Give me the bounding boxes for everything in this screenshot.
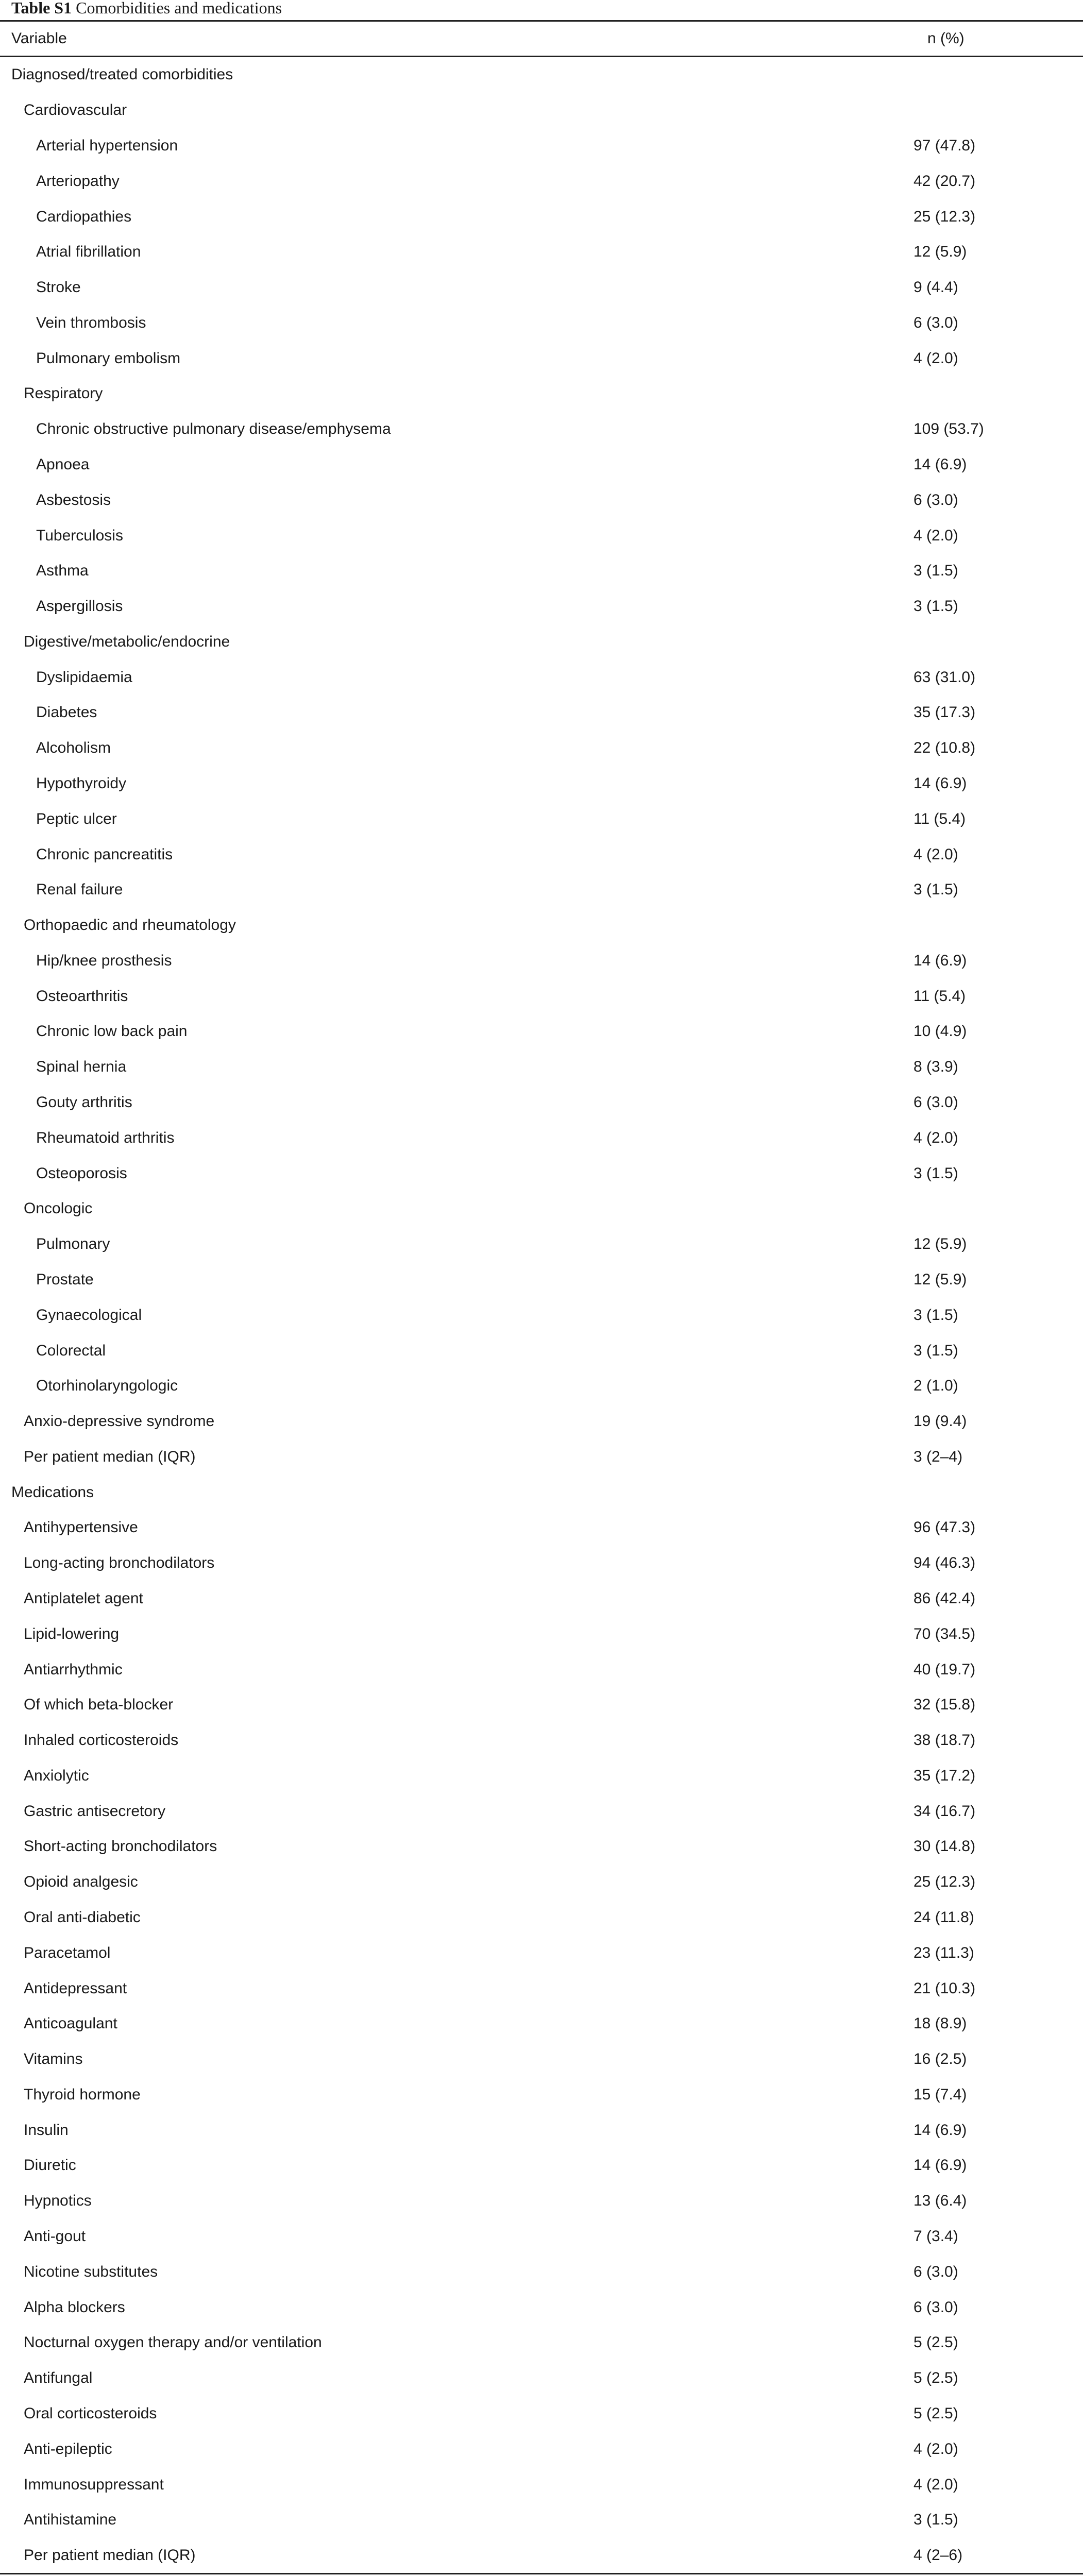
row-n-percent: 16 (2.5)	[913, 2050, 967, 2068]
section-header-row	[0, 624, 1083, 660]
row-variable: Per patient median (IQR)	[24, 1448, 196, 1465]
row-n-percent: 3 (1.5)	[913, 2511, 958, 2529]
row-variable: Prostate	[36, 1270, 94, 1288]
row-variable: Hip/knee prosthesis	[36, 952, 172, 969]
row-n-percent: 3 (1.5)	[913, 562, 958, 580]
row-variable: Alpha blockers	[24, 2298, 125, 2316]
row-n-percent: 5 (2.5)	[913, 2404, 958, 2422]
row-n-percent: 7 (3.4)	[913, 2228, 958, 2245]
row-n-percent: 3 (2–4)	[913, 1448, 963, 1465]
table-row	[0, 872, 1083, 908]
row-variable: Immunosuppressant	[24, 2476, 164, 2493]
row-n-percent: 14 (6.9)	[913, 775, 967, 792]
table-row	[0, 1900, 1083, 1936]
row-variable: Vein thrombosis	[36, 314, 146, 331]
section-header-row	[0, 57, 1083, 93]
table-row	[0, 2431, 1083, 2467]
table-bottom-rule	[0, 2573, 1083, 2574]
table-row	[0, 978, 1083, 1014]
row-n-percent: 6 (3.0)	[913, 2263, 958, 2280]
row-n-percent: 4 (2.0)	[913, 2476, 958, 2493]
table-row	[0, 412, 1083, 447]
table-row	[0, 1687, 1083, 1723]
row-variable: Chronic low back pain	[36, 1023, 188, 1040]
header-variable: Variable	[11, 30, 67, 47]
row-variable: Antiplatelet agent	[24, 1589, 143, 1607]
row-n-percent: 4 (2.0)	[913, 349, 958, 367]
row-variable: Inhaled corticosteroids	[24, 1732, 179, 1749]
table-row	[0, 2361, 1083, 2396]
row-variable: Alcoholism	[36, 739, 111, 757]
row-variable: Osteoarthritis	[36, 987, 128, 1005]
section-header-row	[0, 93, 1083, 128]
table-row	[0, 1297, 1083, 1333]
table-row	[0, 2112, 1083, 2148]
table-caption-label: Table S1	[11, 0, 72, 17]
table-row	[0, 518, 1083, 553]
row-variable: Stroke	[36, 279, 81, 296]
row-variable: Arteriopathy	[36, 172, 120, 190]
table-row	[0, 1262, 1083, 1298]
row-variable: Atrial fibrillation	[36, 243, 141, 261]
table-row	[0, 2183, 1083, 2219]
row-variable: Aspergillosis	[36, 598, 123, 615]
table-row	[0, 1581, 1083, 1617]
row-variable: Otorhinolaryngologic	[36, 1377, 178, 1395]
row-n-percent: 12 (5.9)	[913, 1270, 967, 1288]
table-row	[0, 270, 1083, 306]
row-variable: Antifungal	[24, 2369, 93, 2387]
table-row	[0, 305, 1083, 341]
row-n-percent: 8 (3.9)	[913, 1058, 958, 1076]
row-variable: Diabetes	[36, 704, 97, 721]
row-variable: Diuretic	[24, 2157, 76, 2174]
row-variable: Osteoporosis	[36, 1164, 127, 1182]
table-row	[0, 2219, 1083, 2255]
table-row	[0, 199, 1083, 234]
row-variable: Anti-epileptic	[24, 2440, 112, 2458]
row-variable: Cardiovascular	[24, 101, 127, 119]
row-n-percent: 34 (16.7)	[913, 1802, 976, 1820]
row-n-percent: 5 (2.5)	[913, 2369, 958, 2387]
row-n-percent: 11 (5.4)	[913, 810, 966, 827]
row-n-percent: 38 (18.7)	[913, 1732, 976, 1749]
row-variable: Respiratory	[24, 385, 103, 402]
row-n-percent: 4 (2.0)	[913, 2440, 958, 2458]
row-n-percent: 35 (17.2)	[913, 1767, 976, 1784]
table-row	[0, 1758, 1083, 1794]
row-variable: Per patient median (IQR)	[24, 2547, 196, 2564]
row-variable: Gouty arthritis	[36, 1094, 132, 1111]
table-caption-text: Comorbidities and medications	[76, 0, 282, 17]
row-variable: Paracetamol	[24, 1944, 111, 1961]
section-header-row	[0, 1475, 1083, 1510]
table-row	[0, 447, 1083, 483]
row-variable: Chronic obstructive pulmonary disease/emphysema	[36, 420, 391, 438]
row-variable: Antihypertensive	[24, 1519, 138, 1536]
row-variable: Antiarrhythmic	[24, 1660, 123, 1678]
table-row	[0, 1368, 1083, 1404]
row-variable: Dyslipidaemia	[36, 668, 132, 686]
row-variable: Apnoea	[36, 455, 90, 473]
row-variable: Hypothyroidy	[36, 775, 127, 792]
row-n-percent: 13 (6.4)	[913, 2192, 967, 2210]
row-variable: Opioid analgesic	[24, 1873, 138, 1891]
row-n-percent: 40 (19.7)	[913, 1660, 976, 1678]
row-variable: Anxiolytic	[24, 1767, 89, 1784]
row-n-percent: 11 (5.4)	[913, 987, 966, 1005]
row-variable: Long-acting bronchodilators	[24, 1554, 215, 1572]
table-row	[0, 1865, 1083, 1900]
table-row	[0, 2254, 1083, 2290]
row-n-percent: 12 (5.9)	[913, 1235, 967, 1253]
row-n-percent: 97 (47.8)	[913, 137, 976, 154]
row-variable: Diagnosed/treated comorbidities	[11, 66, 233, 83]
table-row	[0, 1616, 1083, 1652]
table-row	[0, 2290, 1083, 2325]
table-header	[0, 22, 1083, 56]
table-row	[0, 695, 1083, 731]
row-n-percent: 94 (46.3)	[913, 1554, 976, 1572]
table-row	[0, 943, 1083, 979]
table-row	[0, 1793, 1083, 1829]
row-n-percent: 86 (42.4)	[913, 1589, 976, 1607]
row-variable: Spinal hernia	[36, 1058, 127, 1076]
table-row	[0, 1227, 1083, 1262]
table-row	[0, 659, 1083, 695]
row-n-percent: 96 (47.3)	[913, 1519, 976, 1536]
table-row	[0, 766, 1083, 802]
section-header-row	[0, 908, 1083, 943]
row-n-percent: 3 (1.5)	[913, 881, 958, 899]
table-row	[0, 1404, 1083, 1439]
table-body	[0, 57, 1083, 2573]
row-n-percent: 3 (1.5)	[913, 1342, 958, 1359]
row-variable: Antidepressant	[24, 1979, 127, 1997]
row-variable: Anticoagulant	[24, 2015, 117, 2032]
row-n-percent: 4 (2.0)	[913, 845, 958, 863]
row-variable: Renal failure	[36, 881, 123, 899]
row-variable: Hypnotics	[24, 2192, 92, 2210]
row-n-percent: 4 (2.0)	[913, 527, 958, 544]
table-row	[0, 553, 1083, 589]
row-n-percent: 14 (6.9)	[913, 455, 967, 473]
row-variable: Nicotine substitutes	[24, 2263, 158, 2280]
row-n-percent: 6 (3.0)	[913, 1094, 958, 1111]
row-n-percent: 6 (3.0)	[913, 314, 958, 331]
row-n-percent: 6 (3.0)	[913, 2298, 958, 2316]
table-row	[0, 1829, 1083, 1865]
row-variable: Gynaecological	[36, 1306, 142, 1324]
table-row	[0, 2077, 1083, 2113]
section-header-row	[0, 376, 1083, 412]
table-row	[0, 2538, 1083, 2573]
row-n-percent: 10 (4.9)	[913, 1023, 967, 1040]
row-n-percent: 21 (10.3)	[913, 1979, 976, 1997]
header-n-percent: n (%)	[927, 30, 964, 47]
row-variable: Orthopaedic and rheumatology	[24, 917, 236, 934]
row-variable: Vitamins	[24, 2050, 83, 2068]
row-variable: Arterial hypertension	[36, 137, 178, 154]
row-n-percent: 14 (6.9)	[913, 2157, 967, 2174]
table-row	[0, 1049, 1083, 1085]
row-n-percent: 35 (17.3)	[913, 704, 976, 721]
row-variable: Asbestosis	[36, 491, 111, 509]
row-variable: Anti-gout	[24, 2228, 86, 2245]
table-row	[0, 589, 1083, 624]
table-row	[0, 801, 1083, 837]
table-row	[0, 1120, 1083, 1156]
table-row	[0, 731, 1083, 766]
row-n-percent: 22 (10.8)	[913, 739, 976, 757]
table-row	[0, 2467, 1083, 2502]
row-variable: Cardiopathies	[36, 208, 132, 225]
row-variable: Gastric antisecretory	[24, 1802, 166, 1820]
table-row	[0, 128, 1083, 164]
table-row	[0, 1333, 1083, 1368]
table-row	[0, 2502, 1083, 2538]
row-variable: Short-acting bronchodilators	[24, 1838, 217, 1855]
row-variable: Nocturnal oxygen therapy and/or ventilation	[24, 2334, 322, 2351]
section-header-row	[0, 1191, 1083, 1227]
row-variable: Antihistamine	[24, 2511, 117, 2529]
row-variable: Asthma	[36, 562, 89, 580]
row-n-percent: 9 (4.4)	[913, 279, 958, 296]
row-n-percent: 4 (2–6)	[913, 2547, 963, 2564]
row-n-percent: 24 (11.8)	[913, 1909, 974, 1926]
row-n-percent: 3 (1.5)	[913, 1164, 958, 1182]
row-variable: Oncologic	[24, 1200, 93, 1217]
row-variable: Colorectal	[36, 1342, 106, 1359]
row-variable: Insulin	[24, 2121, 69, 2139]
row-n-percent: 14 (6.9)	[913, 952, 967, 969]
row-variable: Of which beta-blocker	[24, 1696, 174, 1714]
table-row	[0, 1723, 1083, 1758]
row-variable: Oral anti-diabetic	[24, 1909, 141, 1926]
row-n-percent: 42 (20.7)	[913, 172, 976, 190]
table-row	[0, 1510, 1083, 1546]
row-variable: Medications	[11, 1483, 94, 1501]
row-n-percent: 6 (3.0)	[913, 491, 958, 509]
row-n-percent: 12 (5.9)	[913, 243, 967, 261]
row-variable: Oral corticosteroids	[24, 2404, 157, 2422]
row-n-percent: 23 (11.3)	[913, 1944, 974, 1961]
row-variable: Pulmonary	[36, 1235, 110, 1253]
row-variable: Thyroid hormone	[24, 2086, 141, 2103]
row-n-percent: 3 (1.5)	[913, 598, 958, 615]
row-n-percent: 3 (1.5)	[913, 1306, 958, 1324]
row-variable: Pulmonary embolism	[36, 349, 181, 367]
table-row	[0, 2396, 1083, 2432]
table-row	[0, 2042, 1083, 2077]
row-n-percent: 19 (9.4)	[913, 1413, 967, 1430]
table-row	[0, 1014, 1083, 1049]
row-n-percent: 25 (12.3)	[913, 1873, 976, 1891]
row-variable: Lipid-lowering	[24, 1625, 120, 1642]
table-row	[0, 163, 1083, 199]
table-row	[0, 1439, 1083, 1475]
table-row	[0, 1971, 1083, 2006]
table-row	[0, 837, 1083, 872]
table-row	[0, 341, 1083, 376]
table-row	[0, 2148, 1083, 2183]
table-row	[0, 1156, 1083, 1191]
row-n-percent: 109 (53.7)	[913, 420, 984, 438]
table-row	[0, 2006, 1083, 2042]
row-n-percent: 30 (14.8)	[913, 1838, 976, 1855]
row-variable: Rheumatoid arthritis	[36, 1129, 175, 1146]
row-n-percent: 5 (2.5)	[913, 2334, 958, 2351]
row-n-percent: 14 (6.9)	[913, 2121, 967, 2139]
row-variable: Chronic pancreatitis	[36, 845, 173, 863]
table-row	[0, 1085, 1083, 1121]
row-variable: Digestive/metabolic/endocrine	[24, 633, 230, 650]
row-n-percent: 25 (12.3)	[913, 208, 976, 225]
table-row	[0, 2325, 1083, 2361]
row-variable: Peptic ulcer	[36, 810, 117, 827]
table-row	[0, 234, 1083, 270]
row-n-percent: 4 (2.0)	[913, 1129, 958, 1146]
row-variable: Anxio-depressive syndrome	[24, 1413, 215, 1430]
table-row	[0, 1652, 1083, 1687]
row-n-percent: 32 (15.8)	[913, 1696, 976, 1714]
table-row	[0, 1935, 1083, 1971]
row-variable: Tuberculosis	[36, 527, 123, 544]
row-n-percent: 70 (34.5)	[913, 1625, 976, 1642]
row-n-percent: 63 (31.0)	[913, 668, 976, 686]
row-n-percent: 2 (1.0)	[913, 1377, 958, 1395]
table-caption	[11, 0, 282, 20]
row-n-percent: 15 (7.4)	[913, 2086, 967, 2103]
row-n-percent: 18 (8.9)	[913, 2015, 967, 2032]
table-row	[0, 482, 1083, 518]
table-row	[0, 1546, 1083, 1581]
